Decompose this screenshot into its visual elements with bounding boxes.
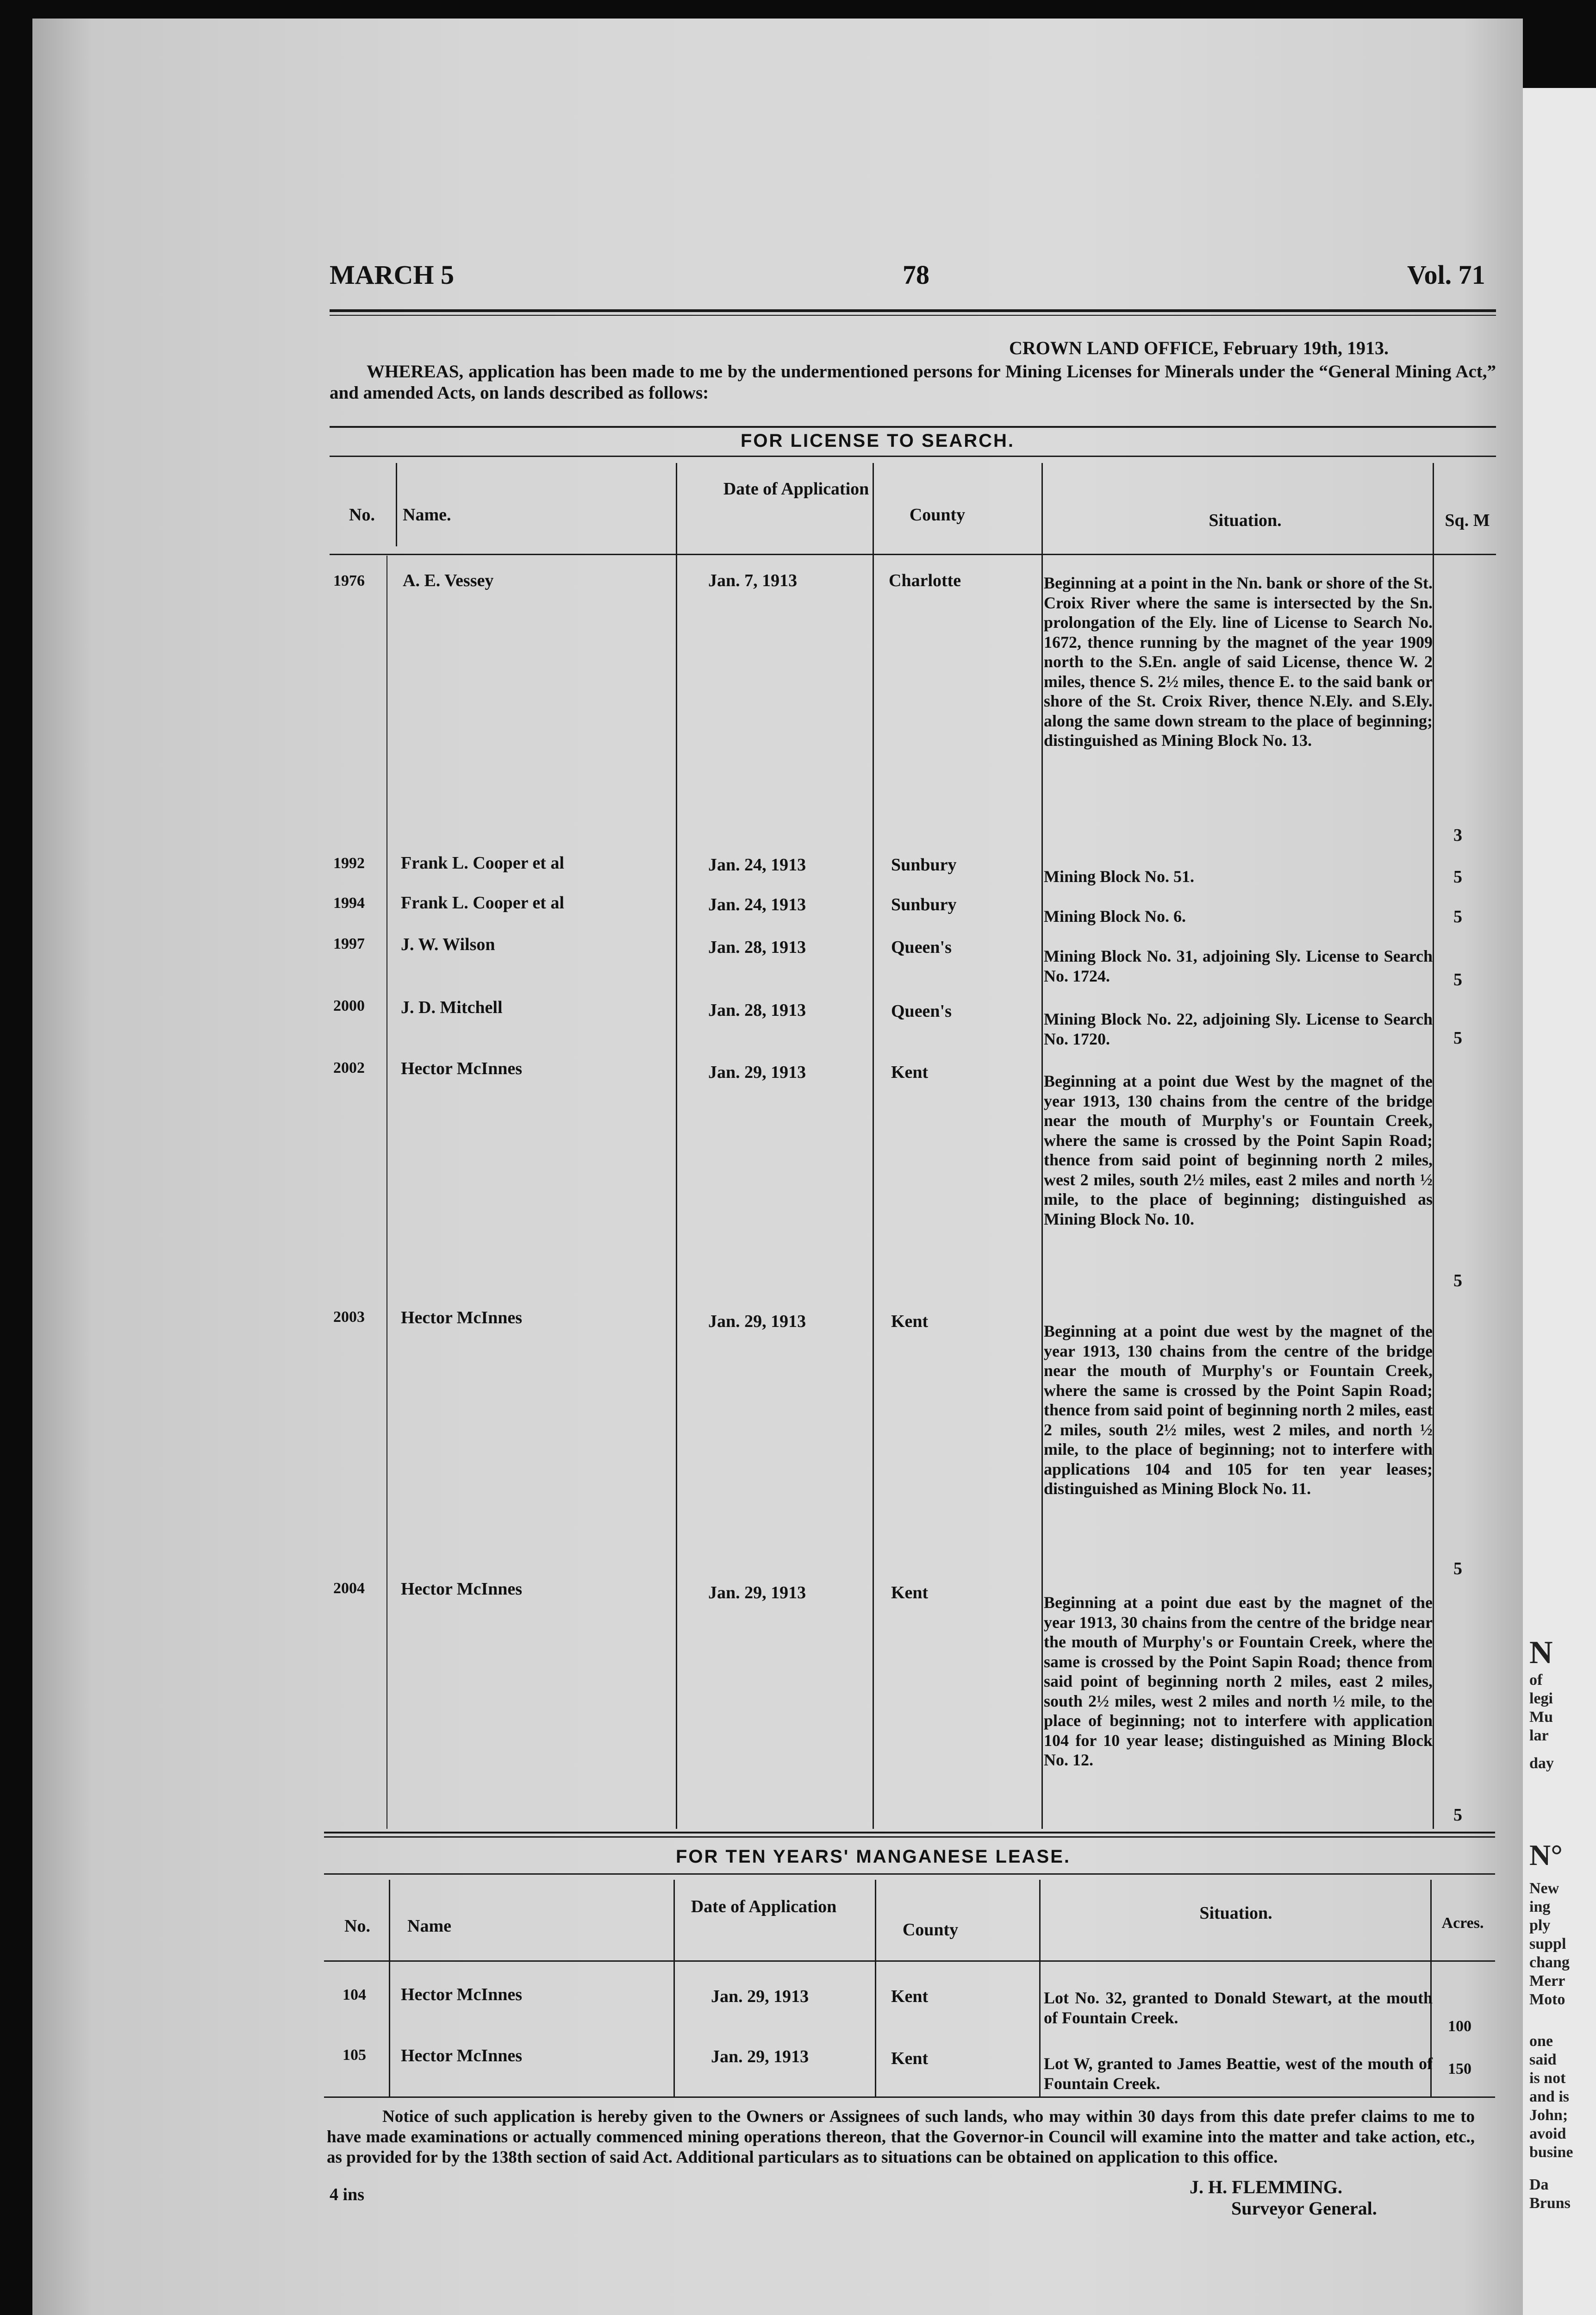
column-divider [673, 1880, 675, 2097]
notice-paragraph: Notice of such application is hereby given to the Owners or Assignees of such lands, who may within 30 days from this date prefer claims to me to have made examinations or actually commenced mining operations thereon, that the Governor-in Council will examine into the matter and take action, etc., as provided for by the 138th section of said Act. Additional particulars as to situations can be obtained on application to this office. [327, 2107, 1475, 2167]
adjacent-fragment: ply [1529, 1917, 1551, 1934]
signature-title: Surveyor General. [1231, 2198, 1377, 2219]
lease-table-title: FOR TEN YEARS' MANGANESE LEASE. [676, 1846, 1071, 1867]
row-situation: Lot W, granted to James Beattie, west of the mouth of Fountain Creek. [1044, 2054, 1433, 2093]
col-sq-m: Sq. M [1445, 511, 1490, 530]
row-county: Kent [891, 1312, 929, 1331]
row-name: Hector McInnes [401, 1059, 523, 1078]
row-sq-m: 5 [1453, 1028, 1462, 1048]
adjacent-fragment: Merr [1529, 1972, 1565, 1990]
row-county: Kent [891, 1583, 929, 1602]
row-situation: Beginning at a point due West by the magnet of the year 1913, 130 chains from the centre of the bridge near the mouth of Murphy's or Fountain Creek, where the same is crossed by the Point Sapin Road; thence from said point of beginning north 2 miles, west 2 miles, south 2½ miles, east 2 miles and north ½ mile, to the place of beginning; distinguished as Mining Block No. 10. [1044, 1072, 1433, 1228]
adjacent-page-edge [1523, 88, 1596, 2315]
adjacent-fragment: Moto [1529, 1991, 1565, 2008]
row-sq-m: 5 [1453, 970, 1462, 989]
adjacent-fragment: Mu [1529, 1708, 1553, 1726]
intro-paragraph: WHEREAS, application has been made to me by the undermentioned persons for Mining Licenses for Minerals under the “General Mining Act,” and amended Acts, on lands described as follows: [330, 362, 1496, 403]
adjacent-fragment: of [1529, 1671, 1543, 1689]
col-no: No. [349, 505, 375, 525]
header-rule [330, 309, 1496, 312]
col-county: County [909, 505, 966, 525]
row-name: Hector McInnes [401, 1308, 523, 1327]
row-county: Kent [891, 2049, 929, 2068]
adjacent-fragment: N° [1529, 1839, 1563, 1871]
col-name: Name. [403, 505, 451, 525]
row-date: Jan. 29, 1913 [711, 1987, 809, 2006]
row-number: 2003 [333, 1308, 365, 1326]
row-situation: Mining Block No. 51. [1044, 867, 1195, 886]
adjacent-fragment: one [1529, 2033, 1553, 2050]
header-rule-thin [330, 315, 1496, 316]
row-county: Charlotte [889, 571, 961, 590]
row-sq-m: 5 [1453, 867, 1462, 887]
adjacent-fragment: said [1529, 2051, 1557, 2068]
row-number: 1976 [333, 572, 365, 589]
row-acres: 100 [1448, 2018, 1471, 2035]
lease-col-name: Name [407, 1916, 451, 1936]
row-sq-m: 5 [1453, 907, 1462, 926]
row-date: Jan. 24, 1913 [708, 855, 806, 875]
search-table-title: FOR LICENSE TO SEARCH. [741, 431, 1015, 451]
lease-col-date: Date of Application [691, 1897, 837, 1916]
row-date: Jan. 29, 1913 [711, 2047, 809, 2066]
adjacent-fragment: day [1529, 1755, 1554, 1772]
page-number: 78 [903, 260, 929, 290]
row-situation: Mining Block No. 22, adjoining Sly. License to Search No. 1720. [1044, 1010, 1433, 1048]
row-situation: Mining Block No. 6. [1044, 907, 1186, 926]
column-divider [875, 1880, 876, 2097]
row-county: Queen's [891, 938, 952, 957]
adjacent-fragment: ing [1529, 1898, 1551, 1915]
row-number: 1992 [333, 855, 365, 872]
row-number: 2002 [333, 1059, 365, 1076]
row-situation: Beginning at a point due west by the magnet of the year 1913, 130 chains from the centre of the bridge near the mouth of Murphy's or Fountain Creek, where the same is crossed by the Point Sapin Road; thence from said point of beginning north 2 miles, east 2 miles, south 2½ miles, west 2 miles, and north ½ mile, to the place of beginning; not to interfere with applications 104 and 105 for ten year leases; distinguished as Mining Block No. 11. [1044, 1322, 1433, 1498]
insertion-count: 4 ins [330, 2185, 364, 2204]
lease-col-county: County [902, 1920, 959, 1940]
row-sq-m: 5 [1453, 1271, 1462, 1290]
header-bottom-rule [330, 554, 1496, 555]
row-date: Jan. 28, 1913 [708, 938, 806, 957]
signature-name: J. H. FLEMMING. [1190, 2177, 1342, 2197]
column-divider [873, 463, 874, 1829]
volume-number: Vol. 71 [1407, 260, 1485, 290]
column-divider [389, 1880, 390, 2097]
row-county: Sunbury [891, 855, 957, 875]
row-name: A. E. Vessey [403, 571, 494, 590]
row-sq-m: 3 [1453, 826, 1462, 845]
lease-col-no: No. [344, 1916, 370, 1936]
row-number: 2000 [333, 997, 365, 1014]
adjacent-fragment: is not [1529, 2070, 1566, 2087]
row-date: Jan. 29, 1913 [708, 1583, 806, 1602]
row-acres: 150 [1448, 2060, 1471, 2077]
table-bottom-rule-thin [324, 1836, 1495, 1838]
table-bottom-rule [324, 1832, 1495, 1833]
row-name: Hector McInnes [401, 2046, 523, 2065]
adjacent-fragment: Da [1529, 2176, 1549, 2193]
row-situation: Beginning at a point due east by the magnet of the year 1913, 30 chains from the centre of the bridge near the mouth of Murphy's or Fountain Creek, where the same is crossed by the Point Sapin Road; thence from said point of beginning north 2 miles, east 2 miles, south 2½ miles, west 2 miles and north ½ mile, to the place of beginning; not to interfere with application 104 for 10 year lease; distinguished as Mining Block No. 12. [1044, 1593, 1433, 1769]
col-situation: Situation. [1209, 511, 1282, 530]
adjacent-fragment: legi [1529, 1690, 1553, 1707]
lease-title-rule [324, 1873, 1495, 1875]
row-county: Kent [891, 1987, 929, 2006]
row-number: 2004 [333, 1580, 365, 1597]
office-dateline: CROWN LAND OFFICE, February 19th, 1913. [1009, 338, 1389, 358]
adjacent-fragment: suppl [1529, 1935, 1566, 1952]
row-number: 1997 [333, 935, 365, 952]
row-number: 1994 [333, 895, 365, 912]
adjacent-fragment: John; [1529, 2107, 1568, 2124]
lease-col-situation: Situation. [1199, 1903, 1272, 1923]
row-date: Jan. 29, 1913 [708, 1312, 806, 1331]
row-date: Jan. 29, 1913 [708, 1063, 806, 1082]
row-name: Frank L. Cooper et al [401, 853, 564, 873]
col-date: Date of Application [723, 479, 869, 499]
row-number: 105 [343, 2046, 366, 2064]
lease-header-rule [324, 1960, 1495, 1962]
column-divider [1039, 1880, 1041, 2097]
row-situation: Beginning at a point in the Nn. bank or shore of the St. Croix River where the same is intersected by the Sn. prolongation of the Ely. line of License to Search No. 1672, thence running by the magnet of the year 1909 north to the S.En. angle of said License, thence W. 2 miles, thence S. 2½ miles, thence E. to the said bank or shore of the St. Croix River, thence N.Ely. and S.Ely. along the same down stream to the place of beginning; distinguished as Mining Block No. 13. [1044, 574, 1433, 750]
adjacent-fragment: lar [1529, 1727, 1549, 1744]
row-county: Kent [891, 1063, 929, 1082]
row-sq-m: 5 [1453, 1805, 1462, 1825]
row-date: Jan. 28, 1913 [708, 1001, 806, 1020]
row-county: Queen's [891, 1001, 952, 1021]
adjacent-fragment: chang [1529, 1954, 1570, 1971]
adjacent-fragment: Bruns [1529, 2195, 1571, 2212]
lease-bottom-rule [324, 2096, 1495, 2098]
row-name: Hector McInnes [401, 1579, 523, 1599]
row-county: Sunbury [891, 895, 957, 914]
adjacent-fragment: and is [1529, 2088, 1569, 2105]
row-date: Jan. 7, 1913 [708, 571, 798, 590]
row-situation: Lot No. 32, granted to Donald Stewart, at the mouth of Fountain Creek. [1044, 1989, 1433, 2027]
table-top-rule [330, 426, 1496, 428]
lease-col-acres: Acres. [1441, 1915, 1484, 1932]
row-name: J. W. Wilson [401, 935, 495, 954]
adjacent-fragment: busine [1529, 2144, 1573, 2161]
adjacent-fragment: New [1529, 1880, 1559, 1897]
row-name: Frank L. Cooper et al [401, 893, 564, 913]
row-name: Hector McInnes [401, 1985, 523, 2004]
adjacent-fragment: N [1529, 1635, 1553, 1671]
row-date: Jan. 24, 1913 [708, 895, 806, 914]
column-divider [1433, 463, 1434, 1829]
adjacent-fragment: avoid [1529, 2125, 1566, 2142]
title-rule [330, 456, 1496, 457]
row-situation: Mining Block No. 31, adjoining Sly. License to Search No. 1724. [1044, 947, 1433, 985]
column-divider [396, 463, 397, 546]
row-name: J. D. Mitchell [401, 998, 503, 1017]
column-divider [1041, 463, 1043, 1829]
header-date: MARCH 5 [330, 260, 455, 290]
row-number: 104 [343, 1986, 366, 2003]
row-sq-m: 5 [1453, 1559, 1462, 1578]
column-divider [676, 463, 677, 1829]
